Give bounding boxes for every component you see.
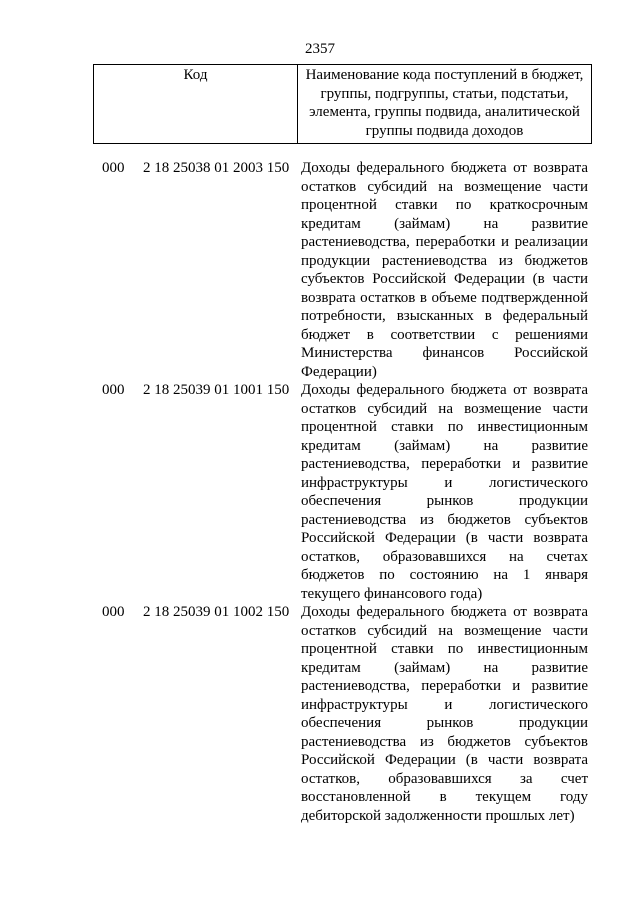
row-revenue-code: 2 18 25039 01 1002 150 [143,604,290,620]
header-code-column: Код [94,65,298,143]
table-row [0,381,640,603]
row-admin-code: 000 [102,160,125,176]
table-header [93,64,592,144]
row-description: Доходы федерального бюджета от возврата остатков субсидий на возмещение части процентной ставки по краткосрочным кредитам (займам) на развитие растениеводства, переработки и реализации продукции растениеводства из бюджетов субъектов Российской Федерации (в части возврата остатков в объеме подтвержденной потребности, взысканных в федеральный бюджет в соответствии с решениями Министерства финансов Российской Федерации) [301,160,588,380]
table-body [0,159,640,825]
row-revenue-code: 2 18 25039 01 1001 150 [143,382,290,398]
row-description: Доходы федерального бюджета от возврата остатков субсидий на возмещение части процентной ставки по инвестиционным кредитам (займам) на развитие растениеводства, переработки и развитие инфраструктуры и логистического обеспечения рынков продукции растениеводства из бюджетов субъектов Российской Федерации (в части возврата остатков, образовавшихся на счетах бюджетов по состоянию на 1 января текущего финансового года) [301,382,588,602]
header-name-column: Наименование кода поступлений в бюджет, группы, подгруппы, статьи, подстатьи, элемента, группы подвида, аналитической группы подвида доходов [305,67,584,139]
table-row [0,159,640,381]
page-number: 2357 [305,41,335,57]
row-admin-code: 000 [102,382,125,398]
row-admin-code: 000 [102,604,125,620]
row-description: Доходы федерального бюджета от возврата остатков субсидий на возмещение части процентной ставки по инвестиционным кредитам (займам) на развитие растениеводства, переработки и развитие инфраструктуры и логистического обеспечения рынков продукции растениеводства из бюджетов субъектов Российской Федерации (в части возврата остатков, образовавшихся за счет восстановленной в текущем году дебиторской задолженности прошлых лет) [301,604,588,824]
table-row [0,603,640,825]
row-revenue-code: 2 18 25038 01 2003 150 [143,160,290,176]
